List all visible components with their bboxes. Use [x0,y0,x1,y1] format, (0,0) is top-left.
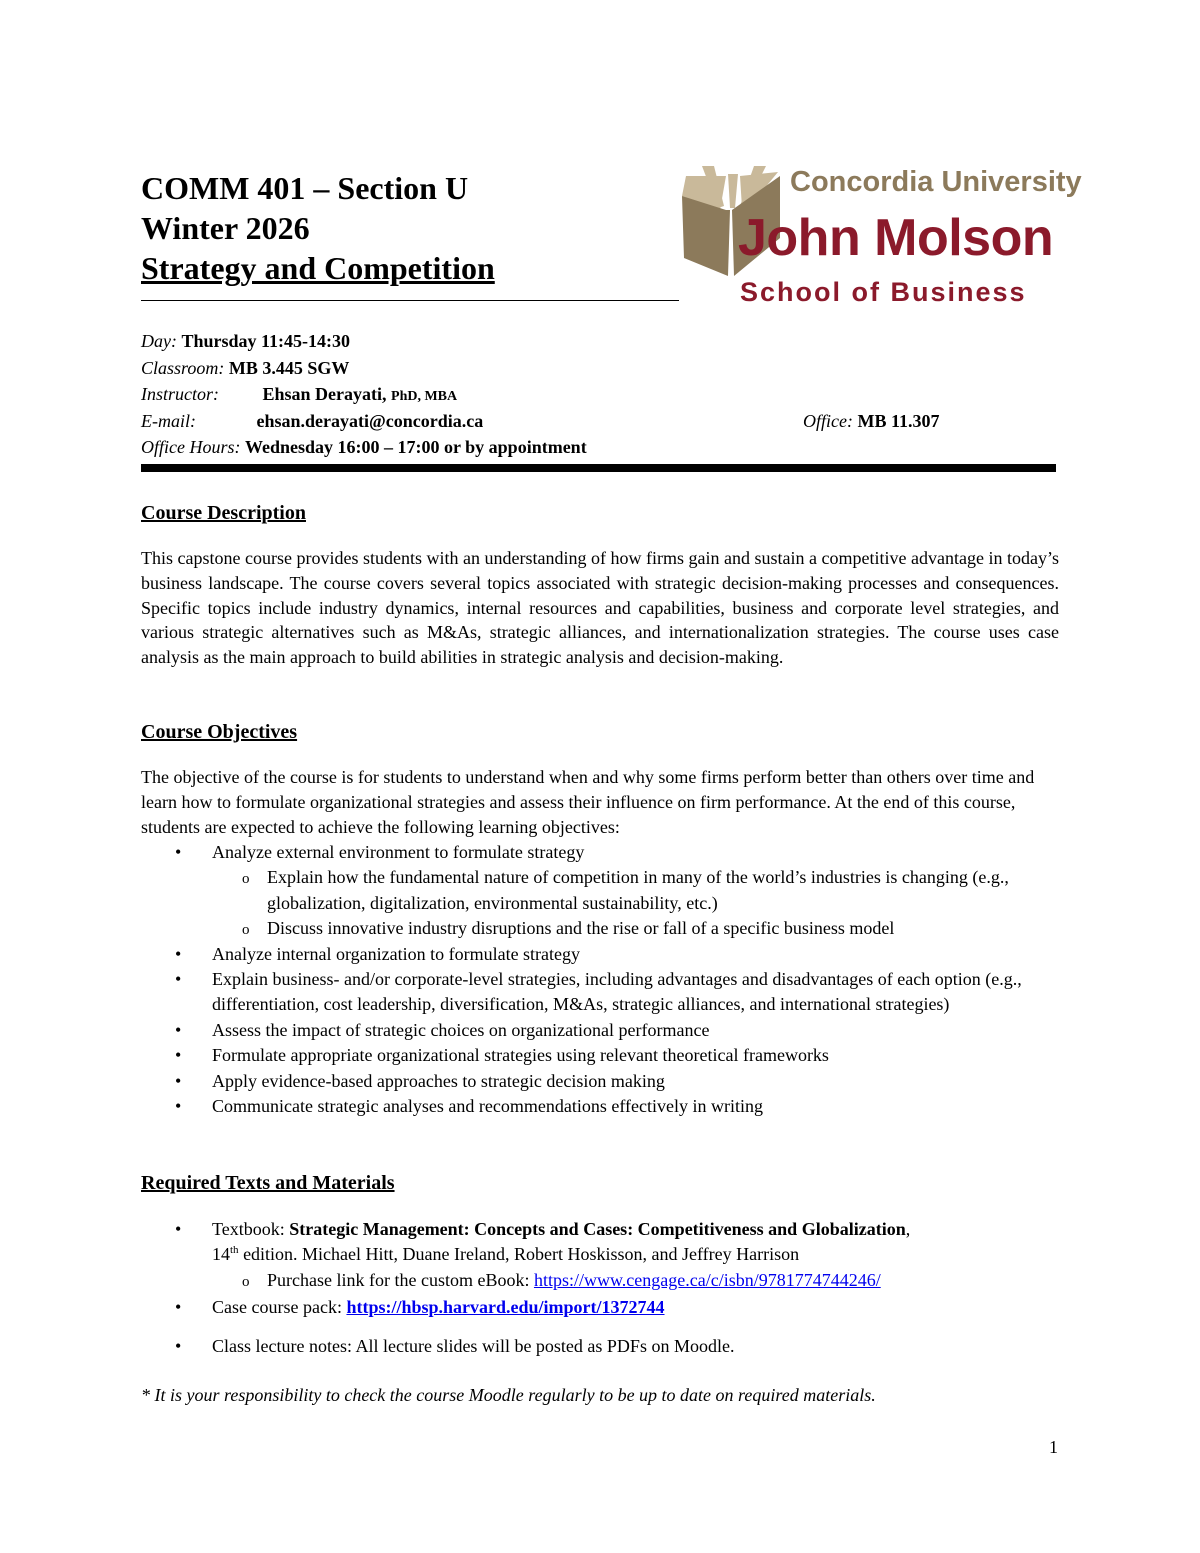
course-title-block [141,168,495,288]
moodle-note: * It is your responsibility to check the course Moodle regularly to be up to date on required materials. [141,1385,876,1405]
edition-suffix: th [230,1244,239,1257]
classroom-value: MB 3.445 SGW [228,357,350,378]
description-text: This capstone course provides students with an understanding of how firms gain and sustain a competitive advantage in today’s business landscape. The course covers several topics associated with strategic decision-making processes and consequences. Specific topics include industry dynamics, internal resources and capabilities, business and corporate level strategies, and various strategic alternatives such as M&As, strategic alliances, and internationalization strategies. The course uses case analysis as the main approach to build abilities in strategic analysis and decision-making. [141,548,1059,668]
office-value: MB 11.307 [857,410,940,431]
objective-text: Assess the impact of strategic choices on organizational performance [212,1019,710,1040]
textbook-comma: , [905,1219,911,1239]
section-heading-description: Course Description [141,502,306,524]
sub-objective-text: Discuss innovative industry disruptions and the rise or fall of a specific business model [267,918,895,939]
casepack-link[interactable]: https://hbsp.harvard.edu/import/1372744 [346,1297,665,1318]
ebook-label: Purchase link for the custom eBook: [267,1269,534,1290]
bullet-icon: • [175,1297,182,1318]
objectives-list [141,840,1059,1119]
office-location [803,408,940,434]
course-term: Winter 2026 [141,210,310,246]
title-divider [141,300,679,301]
list-item [141,1295,1059,1320]
course-name: Strategy and Competition [141,250,495,286]
objective-text: Explain business- and/or corporate-level strategies, including advantages and disadvantages of each option (e.g., differentiation, cost leadership, diversification, M&As, strategic alliances, and international strategies) [212,969,1022,1015]
day-value: Thursday 11:45-14:30 [181,331,351,351]
section-heading-materials: Required Texts and Materials [141,1172,395,1194]
section-heading-objectives: Course Objectives [141,721,298,743]
sub-list-item [212,1268,1059,1293]
sub-list-item [212,916,1059,941]
info-instructor [141,381,587,408]
list-item [141,1334,1059,1359]
objective-text: Apply evidence-based approaches to strategic decision making [212,1070,665,1091]
logo-university-name: Concordia University [790,166,1082,198]
objective-text: Analyze external environment to formulate strategy [212,842,585,862]
list-item [141,1217,1059,1293]
ebook-link[interactable]: https://www.cengage.ca/c/isbn/9781774744246/ [533,1269,881,1290]
info-day [141,328,587,355]
logo-school-line2: School of Business [740,277,1027,307]
list-item [141,1018,1059,1043]
sub-bullet-icon: o [242,922,250,939]
bullet-icon: • [175,969,182,990]
lecture-notes-text: Class lecture notes: All lecture slides will be posted as PDFs on Moodle. [212,1335,735,1356]
list-item [141,967,1059,1018]
info-office-hours [141,434,587,461]
instructor-label: Instructor: [141,384,219,404]
email-label: E-mail: [141,410,196,431]
objective-text: Analyze internal organization to formulate strategy [212,943,581,964]
course-info [141,328,940,461]
bullet-icon: • [175,1019,182,1040]
objective-text: Communicate strategic analyses and recommendations effectively in writing [212,1096,763,1117]
bullet-icon: • [175,1219,182,1239]
textbook-label: Textbook: [212,1219,290,1239]
sub-list-item [212,865,1059,916]
list-item [141,1043,1059,1068]
list-item [141,942,1059,967]
sub-bullet-icon: o [242,1273,250,1290]
bullet-icon: • [175,943,182,964]
bullet-icon: • [175,1335,182,1356]
sub-objective-text: Explain how the fundamental nature of competition in many of the world’s industries is changing (e.g., globalization, digitalization, environmental sustainability, etc.) [267,867,1009,913]
instructor-credentials: PhD, MBA [391,389,458,404]
bullet-icon: • [175,1070,182,1091]
objective-text: Formulate appropriate organizational strategies using relevant theoretical frameworks [212,1045,829,1066]
bullet-icon: • [175,1045,182,1066]
office-label: Office: [803,410,853,431]
office-hours-label: Office Hours: [141,437,241,457]
casepack-label: Case course pack: [212,1297,347,1318]
course-code: COMM 401 – Section U [141,170,469,206]
email-value[interactable]: ehsan.derayati@concordia.ca [256,410,484,431]
materials-list [141,1217,1059,1359]
sub-bullet-icon: o [242,871,250,888]
header-thick-divider [141,464,1056,472]
bullet-icon: • [175,842,182,862]
logo-school-line1: John Molson [738,209,1054,267]
edition-authors: edition. Michael Hitt, Duane Ireland, Robert Hoskisson, and Jeffrey Harrison [238,1244,800,1265]
list-item [141,1094,1059,1119]
objective-sublist [212,865,1059,941]
bullet-icon: • [175,1096,182,1117]
textbook-title: Strategic Management: Concepts and Cases: Competitiveness and Globalization [289,1219,906,1239]
list-item [141,1069,1059,1094]
objectives-intro: The objective of the course is for students to understand when and why some firms perform better than others over time and learn how to formulate organizational strategies and assess their influence on firm performance. At the end of this course, students are expected to achieve the following learning objectives: [141,767,1035,837]
instructor-name: Ehsan Derayati, [262,384,387,404]
office-hours-value: Wednesday 16:00 – 17:00 or by appointment [244,437,587,457]
list-item [141,840,1059,942]
info-classroom [141,355,587,382]
info-email [141,408,940,435]
page-number: 1 [1049,1437,1058,1457]
edition-number: 14 [212,1244,230,1265]
textbook-sublist [212,1268,1059,1293]
classroom-label: Classroom: [141,357,225,378]
jmsb-logo [680,166,1082,312]
day-label: Day: [141,331,177,351]
